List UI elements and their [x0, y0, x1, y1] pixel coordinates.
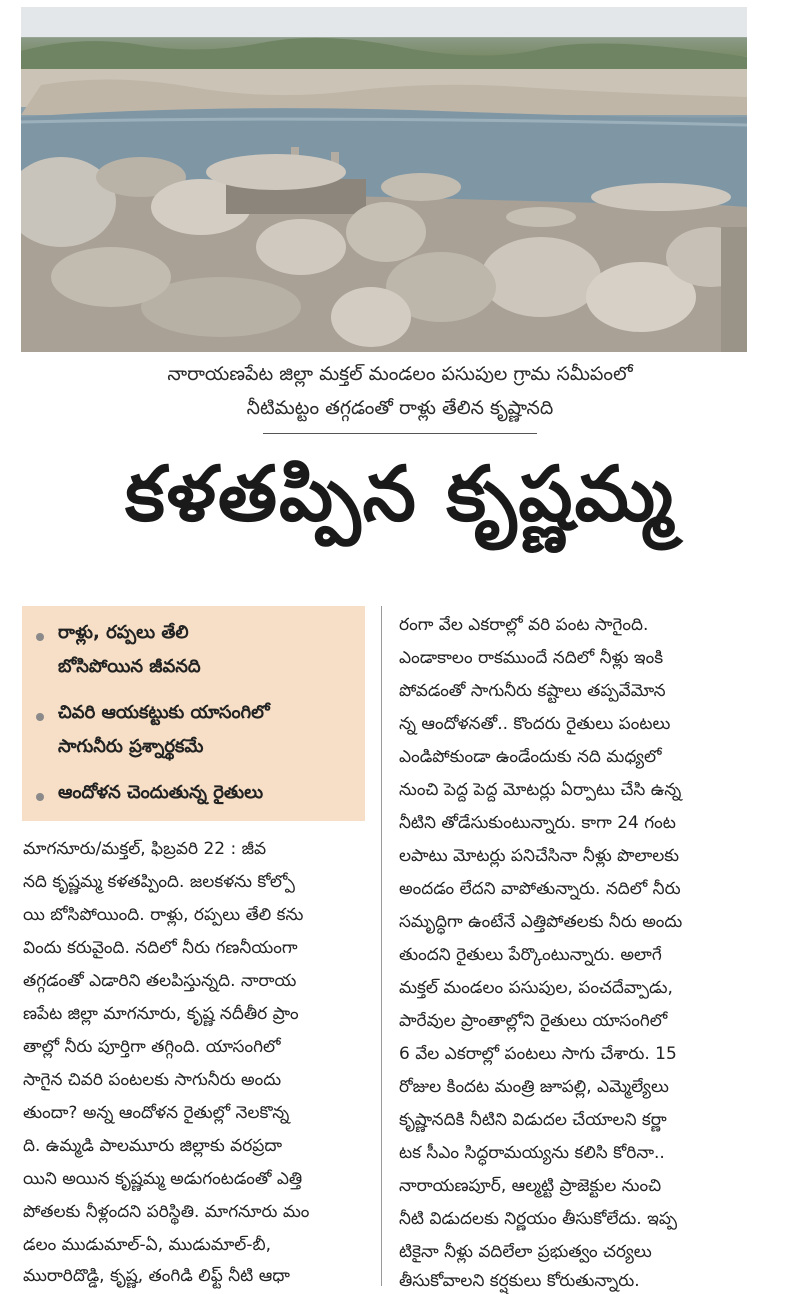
body-line: మురారిదొడ్డి, కృష్ణ, తంగిడి లిఫ్ట్ నీటి ఆధా [23, 1266, 290, 1286]
body-line: తగ్గడంతో ఎడారిని తలపిస్తున్నది. నారాయ [23, 971, 297, 991]
body-line: విందు కరువైంది. నదిలో నీరు గణనీయంగా [23, 938, 298, 958]
body-line: అందడం లేదని వాపోతున్నారు. నదిలో నీరు [399, 879, 681, 899]
body-line: నది కృష్ణమ్మ కళతప్పింది. జలకళను కోల్పో [23, 872, 295, 892]
body-line: తీసుకోవాలని కర్షకులు కోరుతున్నారు. [399, 1271, 640, 1291]
river-photo [21, 7, 747, 352]
body-line: టక సీఎం సిద్ధరామయ్యను కలిసి కోరినా.. [399, 1143, 665, 1163]
body-line: మాగనూరు/మక్తల్, ఫిబ్రవరి 22 : జీవ [23, 839, 267, 859]
body-line: లపాటు మోటర్లు పనిచేసినా నీళ్లు పొలాలకు [399, 846, 680, 866]
body-line: యిని అయిన కృష్ణమ్మ అడుగంటడంతో ఎత్తి [23, 1169, 303, 1189]
bullet-icon [36, 793, 44, 801]
column-divider [381, 606, 382, 1286]
body-line: న్న ఆందోళనతో.. కొందరు రైతులు పంటలు [399, 714, 671, 734]
body-line: పోతలకు నీళ్లందని పరిస్థితి. మాగనూరు మం [23, 1202, 310, 1222]
body-line: పారేవుల ప్రాంతాల్లోని రైతులు యాసంగిలో [399, 1011, 668, 1031]
body-line: నీటిని తోడేసుకుంటున్నారు. కాగా 24 గంట [399, 813, 676, 833]
body-line: డలం ముడుమాల్-ఏ, ముడుమాల్-బీ, [23, 1235, 271, 1255]
body-line: కృష్ణానదికి నీటిని విడుదల చేయాలని కర్ణా [399, 1110, 667, 1130]
highlight-line: రాళ్లు, రప్పలు తేలి [58, 622, 189, 643]
body-line: యి బోసిపోయింది. రాళ్లు, రప్పలు తేలి కను [23, 905, 304, 925]
highlight-line: బోసిపోయిన జీవనది [58, 656, 201, 677]
bullet-icon [36, 633, 44, 641]
body-line: తుందా? అన్న ఆందోళన రైతుల్లో నెలకొన్న [23, 1103, 290, 1123]
photo-caption-line-2: నీటిమట్టం తగ్గడంతో రాళ్లు తేలిన కృష్ణానది [246, 397, 554, 419]
highlight-line: సాగునీరు ప్రశ్నార్థకమే [58, 736, 204, 757]
highlights-box [22, 606, 365, 821]
body-line: 6 వేల ఎకరాల్లో పంటలు సాగు చేశారు. 15 [399, 1044, 677, 1064]
body-line: ఎండిపోకుండా ఉండేందుకు నది మధ్యలో [399, 747, 662, 767]
body-line: ది. ఉమ్మడి పాలమూరు జిల్లాకు వరప్రదా [23, 1136, 283, 1156]
body-line: రోజుల కిందట మంత్రి జూపల్లి, ఎమ్మెల్యేలు [399, 1077, 669, 1097]
caption-divider [263, 433, 537, 434]
body-line: తుందని రైతులు పేర్కొంటున్నారు. అలాగే [399, 945, 662, 965]
body-line: మక్తల్ మండలం పసుపుల, పంచదేవ్పాడు, [399, 978, 673, 998]
body-line: నుంచి పెద్ద పెద్ద మోటర్లు ఏర్పాటు చేసి ఉన్న [399, 780, 682, 800]
body-line: తాల్లో నీరు పూర్తిగా తగ్గింది. యాసంగిలో [23, 1037, 281, 1057]
river-rocks-image [21, 7, 747, 352]
body-line: నీటి విడుదలకు నిర్ణయం తీసుకోలేదు. ఇప్ప [399, 1209, 678, 1229]
body-line: టికైనా నీళ్లు వదిలేలా ప్రభుత్వం చర్యలు [399, 1242, 652, 1262]
body-line: నారాయణపూర్, ఆల్మట్టి ప్రాజెక్టుల నుంచి [399, 1176, 662, 1196]
body-line: ణపేట జిల్లా మాగనూరు, కృష్ణ నదీతీర ప్రాం [23, 1004, 299, 1024]
photo-caption-line-1: నారాయణపేట జిల్లా మక్తల్ మండలం పసుపుల గ్రామ సమీపంలో [167, 363, 633, 385]
bullet-icon [36, 713, 44, 721]
highlight-line: ఆందోళన చెందుతున్న రైతులు [58, 782, 264, 803]
body-line: సమృద్ధిగా ఉంటేనే ఎత్తిపోతలకు నీరు అందు [399, 912, 683, 932]
highlight-line: చివరి ఆయకట్టుకు యాసంగిలో [58, 702, 270, 723]
body-line: ఎండాకాలం రాకముందే నదిలో నీళ్లు ఇంకి [399, 648, 664, 668]
body-line: రంగా వేల ఎకరాల్లో వరి పంట సాగైంది. [399, 615, 649, 635]
body-line: పోవడంతో సాగునీరు కష్టాలు తప్పవేమోన [399, 681, 666, 701]
page-title: కళతప్పిన కృష్ణమ్మ [125, 449, 675, 538]
body-line: సాగైన చివరి పంటలకు సాగునీరు అందు [23, 1070, 282, 1090]
